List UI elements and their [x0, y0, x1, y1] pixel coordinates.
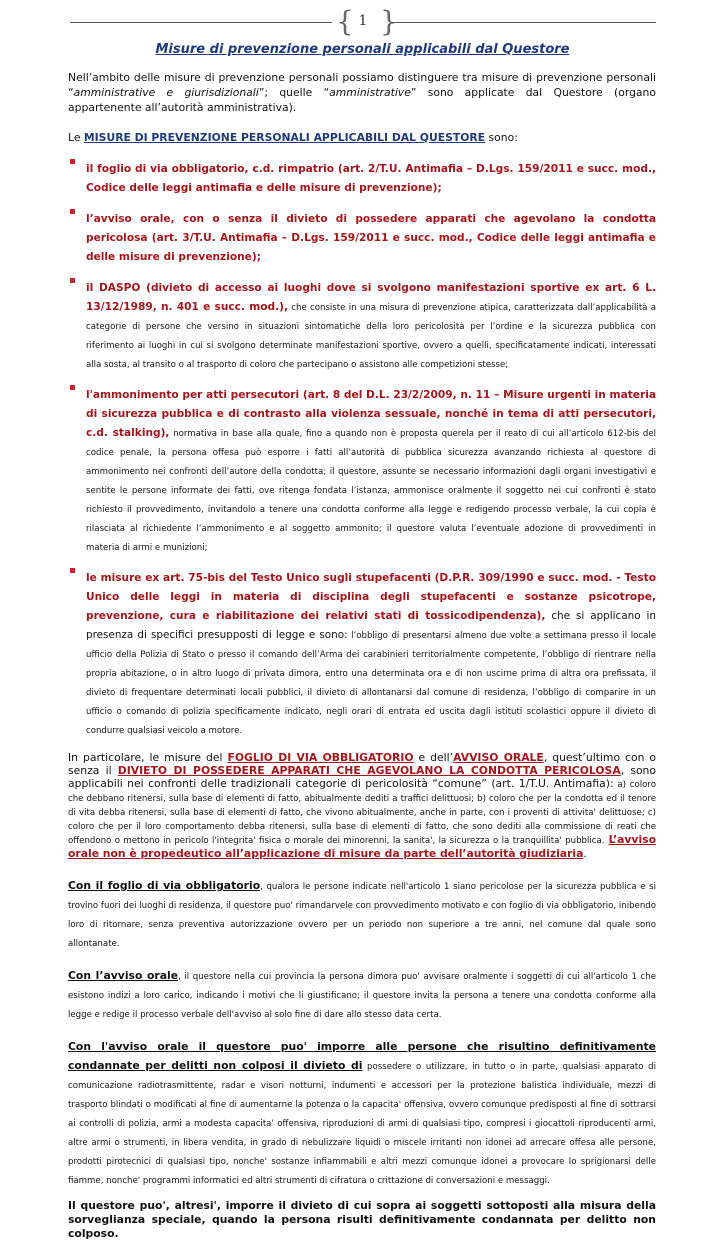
divieto-paragraph: Con l'avviso orale il questore puo' imporre alle persone che risultino definitivamente condannate per delitti non colposi il divieto di possedere o utilizzare, in tutto o in parte, qualsiasi apparato di comunicazione radiotrasmittente, radar e visori notturni, indumenti e accessori per la protezione balistica individuale, mezzi di trasporto blindati o modificati al fine di aumentarne la potenza o la capacita' offensiva, ovvero comunque predisposti al fine di sottrarsi ai controlli di polizia, armi a modesta capacita' offensiva, riproduzioni di armi di qualsiasi tipo, compresi i giocattoli riproducenti armi, altre armi o strumenti, in libera vendita, in grado di nebulizzare liquidi o miscele irritanti non idonei ad arrecare offesa alle persone, prodotti pirotecnici di qualsiasi tipo, nonche' sostanze infiammabili e altri mezzi comunque idonei a provocare lo sprigionarsi delle fiamme, nonche' programmi informatici ed altri strumenti di cifratura o crittazione di conversazioni e messaggi. — [68, 1040, 656, 1186]
foglio-heading: Con il foglio di via obbligatorio — [68, 879, 261, 892]
intro-paragraph: Nell’ambito delle misure di prevenzione personali possiamo distinguere tra misure di prevenzione personali “amministrative e giurisdizionali”; quelle “amministrative” sono applicate dal Questore (organo appartenente all’autorità amministrativa). — [68, 71, 657, 114]
measures-list — [68, 157, 656, 737]
list-item: l'ammonimento per atti persecutori (art. 8 del D.L. 23/2/2009, n. 11 – Misure urgenti in materia di sicurezza pubblica e di contrasto alla violenza sessuale, nonché in tema di atti persecutori, c.d. stalking), normativa in base alla quale, fino a quando non è proposta querela per il reato di cui all’articolo 612-bis del codice penale, la persona offesa può esporre i fatti all’autorità di pubblica sicurezza avanzando richiesta al questore di ammonimento nei confronti dell’autore della condotta; il questore, assunte se necessario informazioni dagli organi investigativi e sentite le persone informate dei fatti, ove ritenga fondata l’istanza, ammonisce oralmente il soggetto nei cui confronti è stato richiesto il provvedimento, invitandolo a tenere una condotta conforme alla legge e redigendo processo verbale, la cui copia è rilasciata al richiedente l’ammonimento e al soggetto ammonito; il questore valuta l’eventuale adozione di provvedimenti in materia di armi e munizioni; — [68, 383, 656, 554]
list-item: l’avviso orale, con o senza il divieto di possedere apparati che agevolano la condotta pericolosa (art. 3/T.U. Antimafia – D.Lgs. 159/2011 e succ. mod., Codice delle leggi antimafia e delle misure di prevenzione); — [68, 207, 656, 264]
bullet-icon — [70, 568, 75, 573]
header-brace-left: { — [336, 5, 354, 38]
bullet-icon — [70, 385, 75, 390]
avviso-note: L’avviso orale non è propedeutico all’applicazione di misure da parte dell’autorità giudiziaria — [68, 833, 656, 860]
header-rule-left — [70, 22, 332, 23]
foglio-paragraph: Con il foglio di via obbligatorio, qualora le persone indicate nell'articolo 1 siano pericolose per la sicurezza pubblica e si trovino fuori dei luoghi di residenza, il questore puo' rimandarvele con provvedimento motivato e con foglio di via obbligatorio, inibendo loro di ritornare, senza preventiva autorizzazione ovvero per un periodo non superiore a tre anni, nel comune dal quale sono allontanate. — [68, 879, 656, 949]
final-paragraph: Il questore puo', altresi', imporre il divieto di cui sopra ai soggetti sottoposti alla misura della sorveglianza speciale, quando la persona risulti definitivamente condannata per delitto non colposo. — [68, 1199, 656, 1240]
bullet-icon — [70, 278, 75, 283]
particular-paragraph: In particolare, le misure del FOGLIO DI VIA OBBLIGATORIO e dell’AVVISO ORALE, quest’ultimo con o senza il DIVIETO DI POSSEDERE APPARATI CHE AGEVOLANO LA CONDOTTA PERICOLOSA, sono applicabili nei confronti delle tradizionali categorie di pericolosità “comune” (art. 1/T.U. Antimafia): a) coloro che debbano ritenersi, sulla base di elementi di fatto, abitualmente dediti a traffici delittuosi; b) coloro che per la condotta ed il tenore di vita debba ritenersi, sulla base di elementi di fatto, che vivono abitualmente, anche in parte, con i proventi di attivita' delittuose; c) coloro che per il loro comportamento debba ritenersi, sulla base di elementi di fatto, che sono dediti alla commissione di reati che offendono o mettono in pericolo l'integrita' fisica o morale dei minorenni, la sanita', la sicurezza o la tranquillita' pubblica. L’avviso orale non è propedeutico all’applicazione di misure da parte dell’autorità giudiziaria. — [68, 751, 656, 860]
divieto-heading: Con l'avviso orale il questore puo' imporre alle persone che risultino definitivamente condannate per delitti non colposi il divieto di — [68, 1040, 656, 1072]
bullet-icon — [70, 209, 75, 214]
page-number: 1 — [358, 13, 368, 29]
header-brace-right: } — [380, 5, 398, 38]
avviso-paragraph: Con l’avviso orale, il questore nella cui provincia la persona dimora puo' avvisare oralmente i soggetti di cui all'articolo 1 che esistono indizi a loro carico, indicando i motivi che li giustificano; il questore invita la persona a tenere una condotta conforme alla legge e redige il processo verbale dell'avviso al solo fine di dare allo stesso data certa. — [68, 969, 657, 1020]
list-item: le misure ex art. 75-bis del Testo Unico sugli stupefacenti (D.P.R. 309/1990 e succ. mod. - Testo Unico delle leggi in materia di disciplina degli stupefacenti e sostanze psicotrope, prevenzione, cura e riabilitazione dei relativi stati di tossicodipendenza), che si applicano in presenza di specifici presupposti di legge e sono: l’obbligo di presentarsi almeno due volte a settimana presso il locale ufficio della Polizia di Stato o presso il comando dell’Arma dei carabinieri territorialmente competente, l’obbligo di rientrare nella propria abitazione, o in altro luogo di privata dimora, entro una determinata ora e di non uscirne prima di altra ora prefissata, il divieto di frequentare determinati locali pubblici, il divieto di allontanarsi dal comune di residenza, l’obbligo di comparire in un ufficio o comando di polizia specificamente indicato, negli orari di entrata ed uscita dagli istituti scolastici oppure il divieto di condurre qualsiasi veicolo a motore. — [68, 566, 656, 737]
header-rule-right — [392, 22, 656, 23]
measures-link[interactable]: MISURE DI PREVENZIONE PERSONALI APPLICABILI DAL QUESTORE — [83, 131, 486, 144]
page-title: Misure di prevenzione personali applicabili dal Questore — [155, 42, 570, 57]
list-item: il foglio di via obbligatorio, c.d. rimpatrio (art. 2/T.U. Antimafia – D.Lgs. 159/2011 e succ. mod., Codice delle leggi antimafia e delle misure di prevenzione); — [68, 157, 656, 195]
list-item: il DASPO (divieto di accesso ai luoghi dove si svolgono manifestazioni sportive ex art. 6 L. 13/12/1989, n. 401 e succ. mod.), che consiste in una misura di prevenzione atipica, caratterizzata dall’applicabilità a categorie di persone che versino in situazioni sintomatiche della loro pericolosità per l’ordine e la sicurezza pubblica con riferimento ai luoghi in cui si svolgono determinate manifestazioni sportive, ovvero a quelli, specificatamente indicati, interessati alla sosta, al transito o al trasporto di coloro che partecipano o assistono alle competizioni stesse; — [68, 276, 656, 371]
avviso-heading: Con l’avviso orale — [68, 969, 179, 982]
bullet-icon — [70, 159, 75, 164]
document-body — [68, 70, 656, 1241]
measures-lead: Le MISURE DI PREVENZIONE PERSONALI APPLICABILI DAL QUESTORE sono: — [68, 131, 518, 144]
